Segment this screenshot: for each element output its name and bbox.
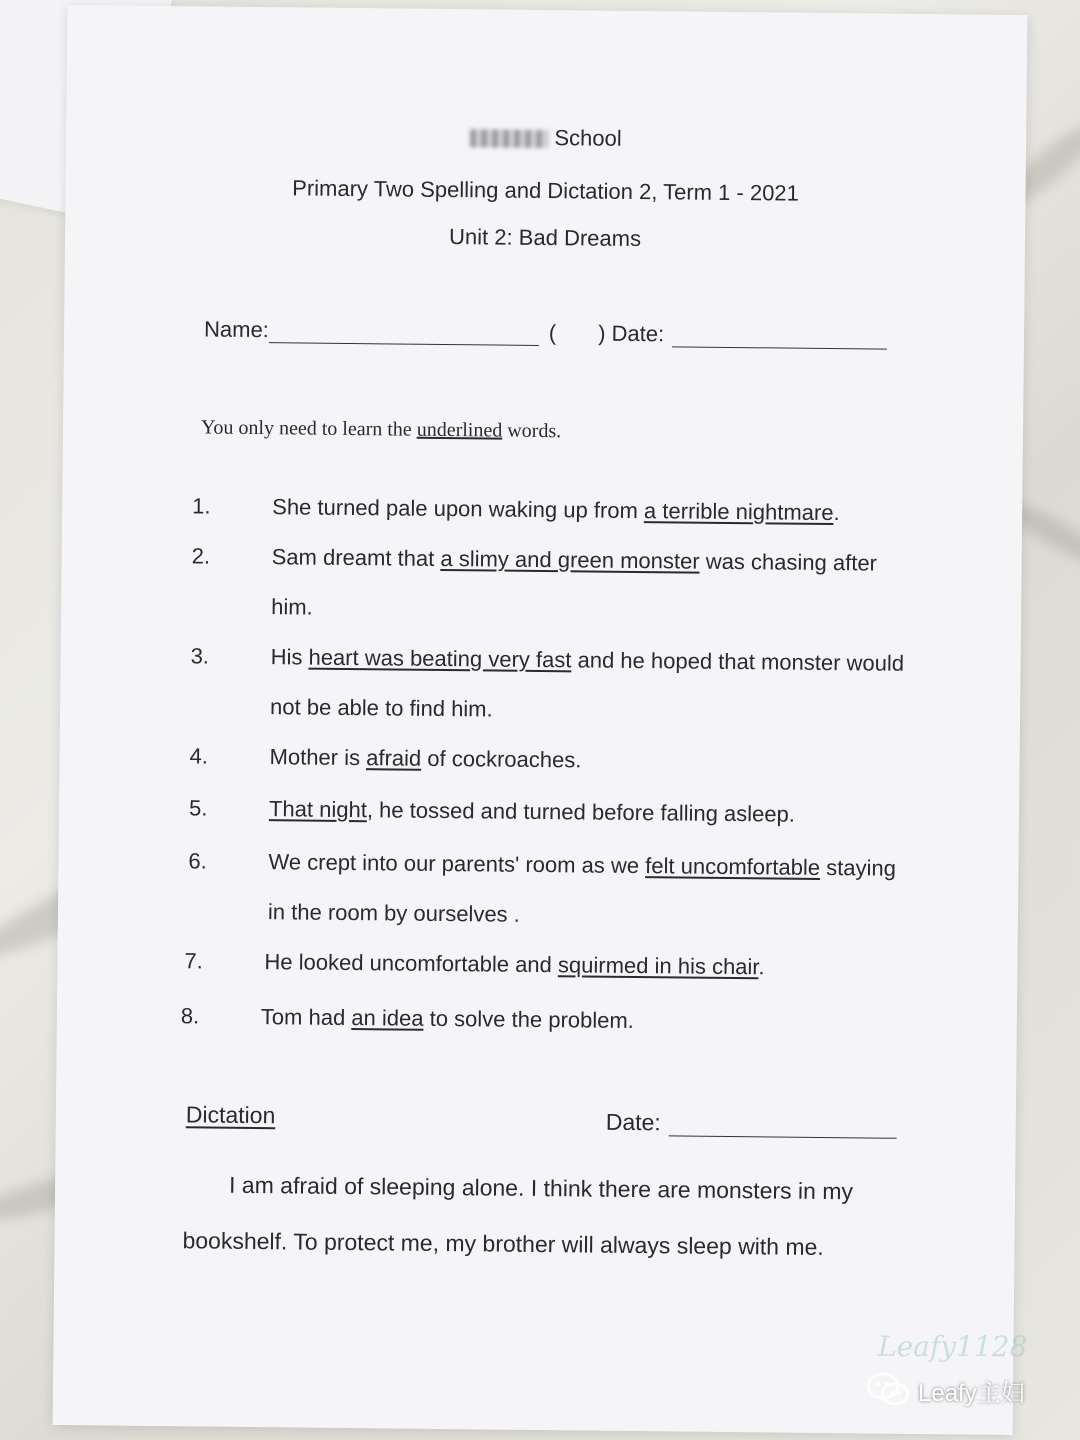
item-sentence [272, 482, 912, 539]
underlined-phrase: afraid [366, 745, 422, 771]
item-number: 8. [180, 1003, 200, 1029]
worksheet-title: Primary Two Spelling and Dictation 2, Term 1 - 2021 [292, 175, 799, 206]
name-date-row [204, 316, 904, 349]
item-number: 2. [191, 543, 211, 569]
item-sentence [271, 532, 912, 639]
item-number: 6. [188, 848, 207, 874]
sentence-text: to solve the problem. [423, 1005, 635, 1033]
item-sentence [270, 632, 911, 739]
underlined-phrase: an idea [351, 1005, 424, 1031]
class-number-open: ( [548, 320, 557, 346]
item-number: 4. [189, 743, 209, 769]
item-sentence [269, 732, 909, 789]
sentence-text: She turned pale upon waking up from [272, 494, 645, 524]
underlined-phrase: That night [268, 796, 368, 823]
name-blank [269, 321, 539, 346]
date-label: ) Date: [598, 320, 665, 347]
spelling-item [192, 481, 912, 526]
underlined-phrase: a slimy and green monster [440, 545, 700, 574]
dictation-date-label: Date: [605, 1108, 661, 1136]
item-number: 5. [188, 795, 208, 821]
sentence-text: He looked uncomfortable and [264, 949, 559, 978]
underlined-phrase: squirmed in his chair [557, 952, 759, 980]
sentence-text: Sam dreamt that [271, 544, 441, 571]
sentence-text: was chasing after him. [271, 548, 878, 620]
unit-title: Unit 2: Bad Dreams [448, 224, 642, 252]
instruction: You only need to learn the underlined words. [200, 416, 562, 443]
wechat-icon [866, 1372, 910, 1408]
sentence-text: of cockroaches. [421, 745, 582, 773]
dictation-heading: Dictation [185, 1101, 276, 1129]
name-label: Name: [203, 316, 270, 343]
sentence-text: We crept into our parents' room as we [268, 849, 646, 879]
sentence-text: . [758, 954, 765, 980]
dictation-passage: I am afraid of sleeping alone. I think there are monsters in my bookshelf. To protect me, my brother will always sleep with me. [182, 1171, 854, 1260]
sentence-text: Mother is [269, 744, 367, 771]
item-sentence [269, 784, 909, 841]
item-sentence [264, 937, 904, 994]
dictation-date-blank [669, 1114, 897, 1138]
sentence-text: His [270, 644, 309, 670]
sentence-text: staying in the room by ourselves . [267, 854, 897, 927]
item-number: 7. [184, 948, 203, 974]
sentence-text: . [833, 500, 840, 526]
worksheet [53, 5, 1028, 1435]
faint-watermark: Leafy1128 [878, 1330, 1028, 1363]
item-sentence [268, 837, 909, 944]
wechat-watermark [866, 1372, 1025, 1408]
item-number: 1. [192, 493, 211, 519]
sentence-text: and he hoped that monster would not be able to find him. [269, 647, 905, 722]
item-sentence [261, 992, 901, 1049]
underlined-phrase: felt uncomfortable [645, 853, 821, 880]
redacted-school-name [470, 129, 548, 148]
wechat-account-name: Leafy主妇 [918, 1379, 1025, 1407]
instruction-underlined: underlined [416, 418, 503, 442]
underlined-phrase: heart was beating very fast [308, 644, 572, 673]
item-number: 3. [190, 643, 210, 669]
date-blank [672, 325, 887, 349]
sentence-text: Tom had [260, 1004, 352, 1031]
school-name: School [66, 120, 1026, 156]
underlined-phrase: a terrible nightmare [643, 498, 834, 526]
sentence-text: , he tossed and turned before falling asleep. [366, 797, 796, 827]
dictation-date [606, 1109, 897, 1139]
